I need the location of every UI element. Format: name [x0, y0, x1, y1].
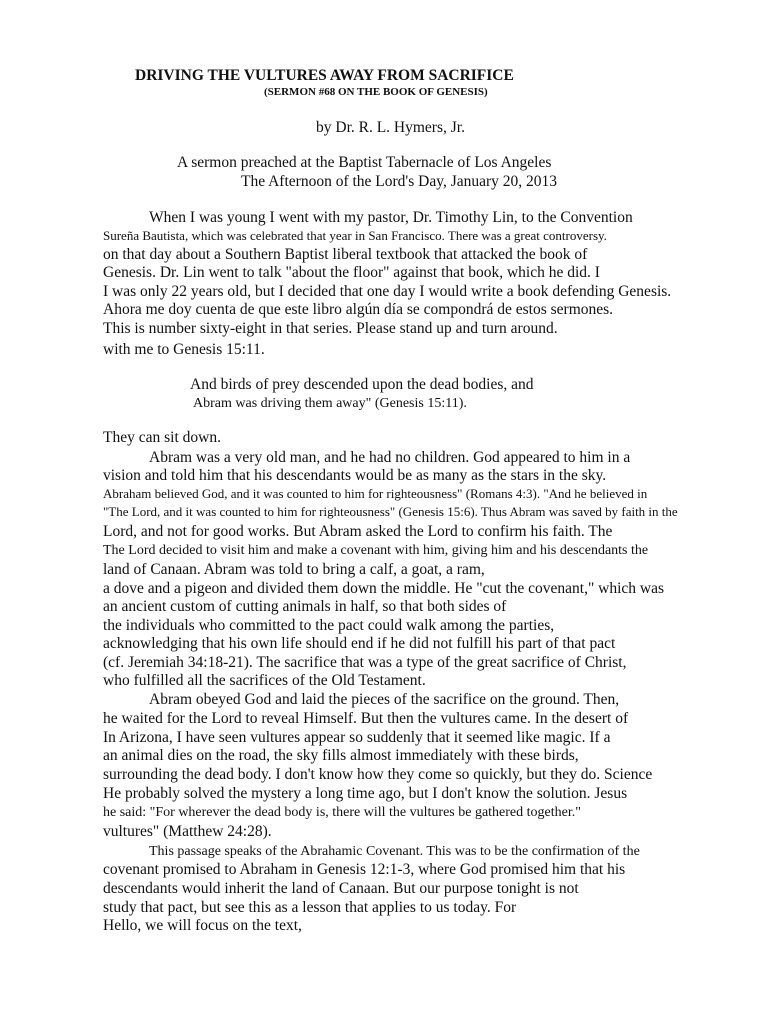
- body-line-5: "The Lord, and it was counted to him for righteousness" (Genesis 15:6). Thus Abram was saved by faith in the: [103, 504, 678, 519]
- body-line-13: (cf. Jeremiah 34:18-21). The sacrifice that was a type of the great sacrifice of Christ,: [103, 654, 627, 671]
- body-line-9: a dove and a pigeon and divided them down the middle. He "cut the covenant," which was: [103, 580, 665, 597]
- body-line-8: land of Canaan. Abram was told to bring a calf, a goat, a ram,: [103, 561, 485, 578]
- body-line-21: he said: "For wherever the dead body is, there will the vultures be gathered together.": [103, 805, 581, 820]
- body-line-23: This passage speaks of the Abrahamic Covenant. This was to be the confirmation of the: [149, 844, 640, 859]
- venue-line: A sermon preached at the Baptist Tabernacle of Los Angeles: [177, 154, 552, 171]
- intro-line-8: with me to Genesis 15:11.: [103, 341, 265, 358]
- date-line: The Afternoon of the Lord's Day, January 20, 2013: [241, 173, 558, 190]
- intro-line-4: Genesis. Dr. Lin went to talk "about the floor" against that book, which he did. I: [103, 264, 600, 281]
- sermon-title: DRIVING THE VULTURES AWAY FROM SACRIFICE: [135, 67, 514, 84]
- body-line-14: who fulfilled all the sacrifices of the Old Testament.: [103, 672, 426, 689]
- body-line-22: vultures" (Matthew 24:28).: [103, 823, 272, 840]
- author-line: by Dr. R. L. Hymers, Jr.: [316, 119, 465, 136]
- intro-line-5: I was only 22 years old, but I decided that one day I would write a book defending Genesis.: [103, 283, 672, 300]
- body-line-17: In Arizona, I have seen vultures appear so suddenly that it seemed like magic. If a: [103, 729, 611, 746]
- body-line-20: He probably solved the mystery a long time ago, but I don't know the solution. Jesus: [103, 785, 628, 802]
- intro-line-3: on that day about a Southern Baptist liberal textbook that attacked the book of: [103, 246, 588, 263]
- body-line-15: Abram obeyed God and laid the pieces of the sacrifice on the ground. Then,: [149, 691, 620, 708]
- body-line-16: he waited for the Lord to reveal Himself. But then the vultures came. In the desert of: [103, 710, 629, 727]
- scripture-line-1: And birds of prey descended upon the dead bodies, and: [190, 376, 534, 393]
- body-line-26: study that pact, but see this as a lesson that applies to us today. For: [103, 899, 517, 916]
- body-line-19: surrounding the dead body. I don't know how they come so quickly, but they do. Science: [103, 766, 653, 783]
- body-line-6: Lord, and not for good works. But Abram asked the Lord to confirm his faith. The: [103, 523, 613, 540]
- body-line-2: Abram was a very old man, and he had no children. God appeared to him in a: [149, 449, 631, 466]
- body-line-27: Hello, we will focus on the text,: [103, 917, 302, 934]
- body-line-24: covenant promised to Abraham in Genesis 12:1-3, where God promised him that his: [103, 861, 626, 878]
- body-line-12: acknowledging that his own life should end if he did not fulfill his part of that pact: [103, 635, 616, 652]
- intro-line-7: This is number sixty-eight in that series. Please stand up and turn around.: [103, 320, 558, 337]
- body-line-7: The Lord decided to visit him and make a covenant with him, giving him and his descendants the: [103, 543, 649, 558]
- sermon-subtitle: (SERMON #68 ON THE BOOK OF GENESIS): [264, 86, 488, 98]
- intro-line-2: Sureña Bautista, which was celebrated that year in San Francisco. There was a great controversy.: [103, 228, 607, 243]
- intro-line-1: When I was young I went with my pastor, Dr. Timothy Lin, to the Convention: [149, 209, 633, 226]
- body-line-10: an ancient custom of cutting animals in half, so that both sides of: [103, 598, 507, 615]
- intro-line-6: Ahora me doy cuenta de que este libro algún día se compondrá de estos sermones.: [103, 301, 614, 318]
- body-line-18: an animal dies on the road, the sky fills almost immediately with these birds,: [103, 747, 579, 764]
- body-line-1: They can sit down.: [103, 429, 221, 446]
- body-line-3: vision and told him that his descendants would be as many as the stars in the sky.: [103, 467, 607, 484]
- body-line-4: Abraham believed God, and it was counted to him for righteousness" (Romans 4:3). "And he believed in: [103, 486, 648, 501]
- body-line-25: descendants would inherit the land of Canaan. But our purpose tonight is not: [103, 880, 579, 897]
- body-line-11: the individuals who committed to the pact could walk among the parties,: [103, 617, 555, 634]
- scripture-line-2: Abram was driving them away" (Genesis 15:11).: [193, 396, 467, 411]
